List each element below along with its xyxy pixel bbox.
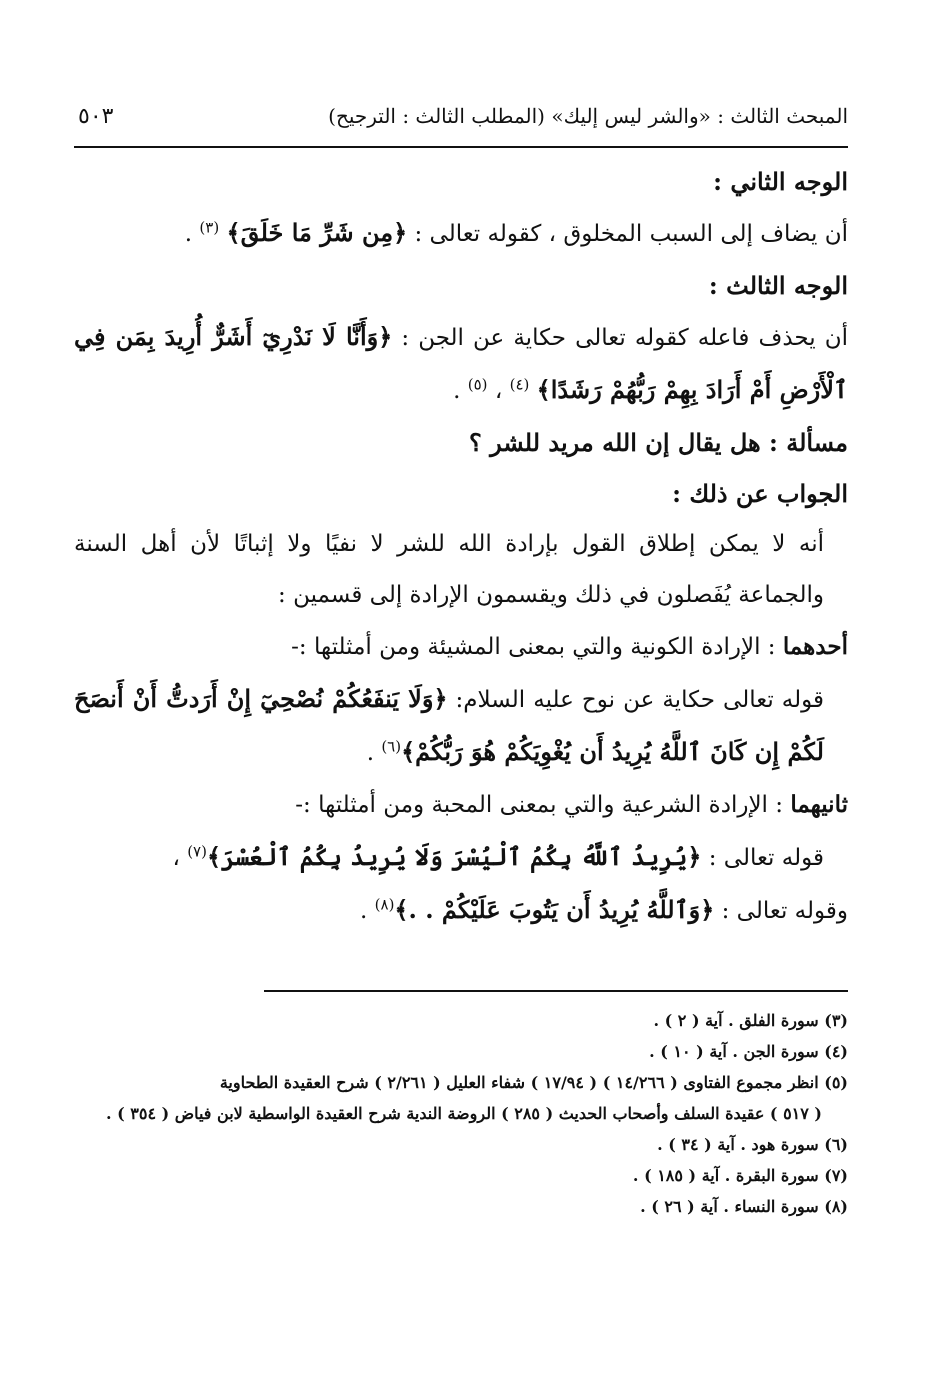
quran-verse: ﴿مِن شَرِّ مَا خَلَقَ﴾ [226, 218, 408, 247]
quran-verse: ﴿يُرِيدُ ٱللَّهُ بِكُمُ ٱلْيُسْرَ وَلَا يُرِيدُ بِكُمُ ٱلْعُسْرَ﴾ [206, 842, 702, 871]
first-type-example: قوله تعالى حكاية عن نوح عليه السلام: ﴿وَلَا يَنفَعُكُمْ نُصْحِيٓ إِنْ أَرَدتُّ أَنْ أَنصَحَ لَكُمْ إِن كَانَ ٱللَّهُ يُرِيدُ أَن يُغْوِيَكُمْ هُوَ رَبُّكُمْ﴾$^{(٦)}$ . [74, 684, 824, 766]
footnote-3: (٣) سورة الفلق . آية ( ٢ ) . [653, 1011, 848, 1030]
book-page [74, 0, 848, 1388]
footnote-rule [264, 990, 848, 992]
footnote-ref: (٦) [381, 737, 402, 756]
answer-heading: الجواب عن ذلك : [672, 479, 848, 508]
heading-third-aspect: الوجه الثالث : [708, 271, 848, 300]
quran-verse: ﴿وَأَنَّا لَا نَدْرِيٓ أَشَرٌّ أُرِيدَ بِمَن فِي ٱلْأَرْضِ أَمْ أَرَادَ بِهِمْ رَبُّهُمْ رَشَدًا﴾ [74, 322, 848, 404]
footnote-4: (٤) سورة الجن . آية ( ١٠ ) . [649, 1042, 848, 1061]
page-header [74, 104, 848, 144]
footnote-6: (٦) سورة هود . آية ( ٣٤ ) . [657, 1135, 848, 1154]
header-rule [74, 146, 848, 148]
second-type-example-2: وقوله تعالى : ﴿وَٱللَّهُ يُرِيدُ أَن يَتُوبَ عَلَيْكُمْ . .﴾$^{(٨)}$ . [360, 895, 848, 924]
running-title: المبحث الثالث : «والشر ليس إليك» (المطلب الثالث : الترجيح) [328, 104, 848, 128]
quran-verse: ﴿وَٱللَّهُ يُرِيدُ أَن يَتُوبَ عَلَيْكُمْ . .﴾ [394, 895, 715, 924]
footnote-ref: (٤) [509, 375, 530, 394]
footnote-ref: (٣) [199, 218, 220, 237]
page-number: ٥٠٣ [78, 104, 114, 129]
question-heading: مسألة : هل يقال إن الله مريد للشر ؟ [469, 428, 848, 457]
paragraph-second-aspect: أن يضاف إلى السبب المخلوق ، كقوله تعالى : ﴿مِن شَرِّ مَا خَلَقَ﴾ $^{(٣)}$ . [184, 218, 848, 247]
first-type-label: أحدهما [782, 633, 848, 660]
second-type-label: ثانيهما [790, 791, 848, 818]
answer-paragraph: أنه لا يمكن إطلاق القول بإرادة الله للشر لا نفيًا ولا إثباتًا لأن أهل السنة والجماعة يُفَصلون في ذلك ويقسمون الإرادة إلى قسمين : [74, 531, 824, 608]
heading-second-aspect: الوجه الثاني : [713, 167, 848, 196]
footnote-8: (٨) سورة النساء . آية ( ٢٦ ) . [640, 1197, 848, 1216]
second-type-example-1: قوله تعالى : ﴿يُرِيدُ ٱللَّهُ بِكُمُ ٱلْيُسْرَ وَلَا يُرِيدُ بِكُمُ ٱلْعُسْرَ﴾$^{(٧)}$ ، [172, 842, 824, 871]
footnote-ref: (٧) [187, 842, 207, 861]
main-text [74, 156, 848, 937]
paragraph-third-aspect: أن يحذف فاعله كقوله تعالى حكاية عن الجن : ﴿وَأَنَّا لَا نَدْرِيٓ أَشَرٌّ أُرِيدَ بِمَن فِي ٱلْأَرْضِ أَمْ أَرَادَ بِهِمْ رَبُّهُمْ رَشَدًا﴾ $^{(٤)}$ ، $^{(٥)}$ . [74, 322, 849, 404]
quran-verse: ﴿وَلَا يَنفَعُكُمْ نُصْحِيٓ إِنْ أَرَدتُّ أَنْ أَنصَحَ لَكُمْ إِن كَانَ ٱللَّهُ يُرِيدُ أَن يُغْوِيَكُمْ هُوَ رَبُّكُمْ﴾ [74, 684, 824, 766]
footnote-5: (٥) انظر مجموع الفتاوى ( ١٤/٢٦٦ ) ( ١٧/٩٤ ) شفاء العليل ( ٢/٢٦١ ) شرح العقيدة الطحاوية [219, 1073, 848, 1092]
footnote-ref: (٥) [467, 375, 488, 394]
first-type-paragraph: أحدهما : الإرادة الكونية والتي بمعنى المشيئة ومن أمثلتها :- [291, 633, 848, 660]
second-type-paragraph: ثانيهما : الإرادة الشرعية والتي بمعنى المحبة ومن أمثلتها :- [295, 791, 848, 818]
footnote-ref: (٨) [374, 895, 395, 914]
footnote-5-continued: ( ٥١٧ ) عقيدة السلف وأصحاب الحديث ( ٢٨٥ ) الروضة الندية شرح العقيدة الواسطية لابن فياض ( ٣٥٤ ) . [105, 1104, 822, 1123]
footnote-7: (٧) سورة البقرة . آية ( ١٨٥ ) . [632, 1166, 848, 1185]
footnotes [74, 1005, 848, 1222]
